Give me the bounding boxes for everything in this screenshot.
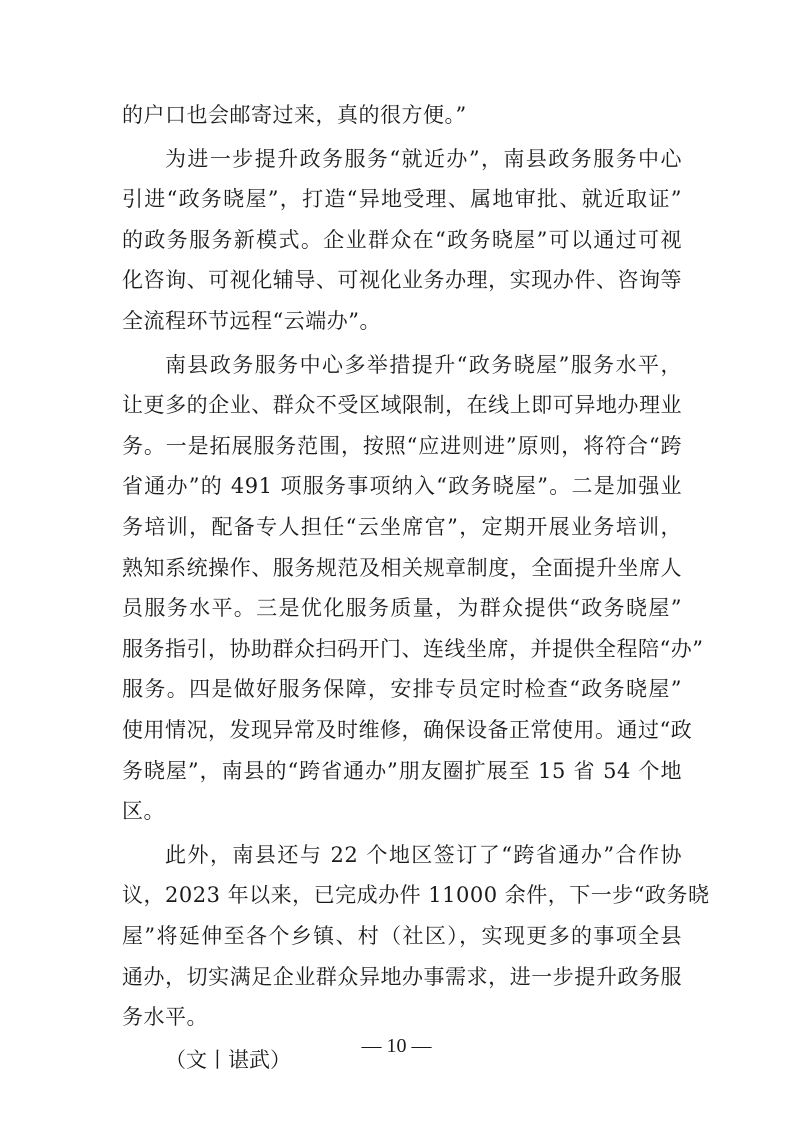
- body-text-line: 使用情况，发现异常及时维修，确保设备正常使用。通过“政: [122, 718, 693, 742]
- body-text-line: 让更多的企业、群众不受区域限制，在线上即可异地办理业: [122, 393, 682, 417]
- body-text-line: 屋”将延伸至各个乡镇、村（社区），实现更多的事项全县: [122, 924, 682, 948]
- body-text-line: 服务。四是做好服务保障，安排专员定时检查“政务晓屋”: [122, 677, 682, 701]
- body-text-line: 省通办”的 491 项服务事项纳入“政务晓屋”。二是加强业: [122, 474, 682, 498]
- page-number: — 10 —: [361, 1035, 432, 1057]
- body-text-line: 务培训，配备专人担任“云坐席官”，定期开展业务培训，: [122, 515, 682, 539]
- body-text-line: 熟知系统操作、服务规范及相关规章制度，全面提升坐席人: [122, 556, 682, 580]
- body-text-line: 务水平。: [122, 1005, 208, 1029]
- body-text-line: 的户口也会邮寄过来，真的很方便。”: [122, 103, 467, 127]
- body-text-line: 引进“政务晓屋”，打造“异地受理、属地审批、就近取证”: [122, 187, 682, 211]
- body-text-line: 全流程环节远程“云端办”。: [122, 309, 381, 333]
- body-text-line: 务晓屋”，南县的“跨省通办”朋友圈扩展至 15 省 54 个地: [122, 759, 682, 783]
- author-signature: （文丨谌武）: [165, 1048, 291, 1072]
- body-text-line: 议，2023 年以来，已完成办件 11000 余件，下一步“政务晓: [122, 883, 710, 907]
- body-text-line: 的政务服务新模式。企业群众在“政务晓屋”可以通过可视: [122, 228, 682, 252]
- body-text-line: 区。: [122, 799, 165, 823]
- body-text-line: 化咨询、可视化辅导、可视化业务办理，实现办件、咨询等: [122, 268, 682, 292]
- body-text-line: 服务指引，协助群众扫码开门、连线坐席，并提供全程陪“办”: [122, 637, 704, 661]
- body-text-line: 通办，切实满足企业群众异地办事需求，进一步提升政务服: [122, 965, 682, 989]
- body-text-line: 员服务水平。三是优化服务质量，为群众提供“政务晓屋”: [122, 596, 682, 620]
- body-text-line: 此外，南县还与 22 个地区签订了“跨省通办”合作协: [165, 843, 682, 867]
- body-text-line: 南县政务服务中心多举措提升“政务晓屋”服务水平，: [165, 353, 682, 377]
- body-text-line: 务。一是拓展服务范围，按照“应进则进”原则，将符合“跨: [122, 434, 682, 458]
- body-text-line: 为进一步提升政务服务“就近办”，南县政务服务中心: [165, 147, 682, 171]
